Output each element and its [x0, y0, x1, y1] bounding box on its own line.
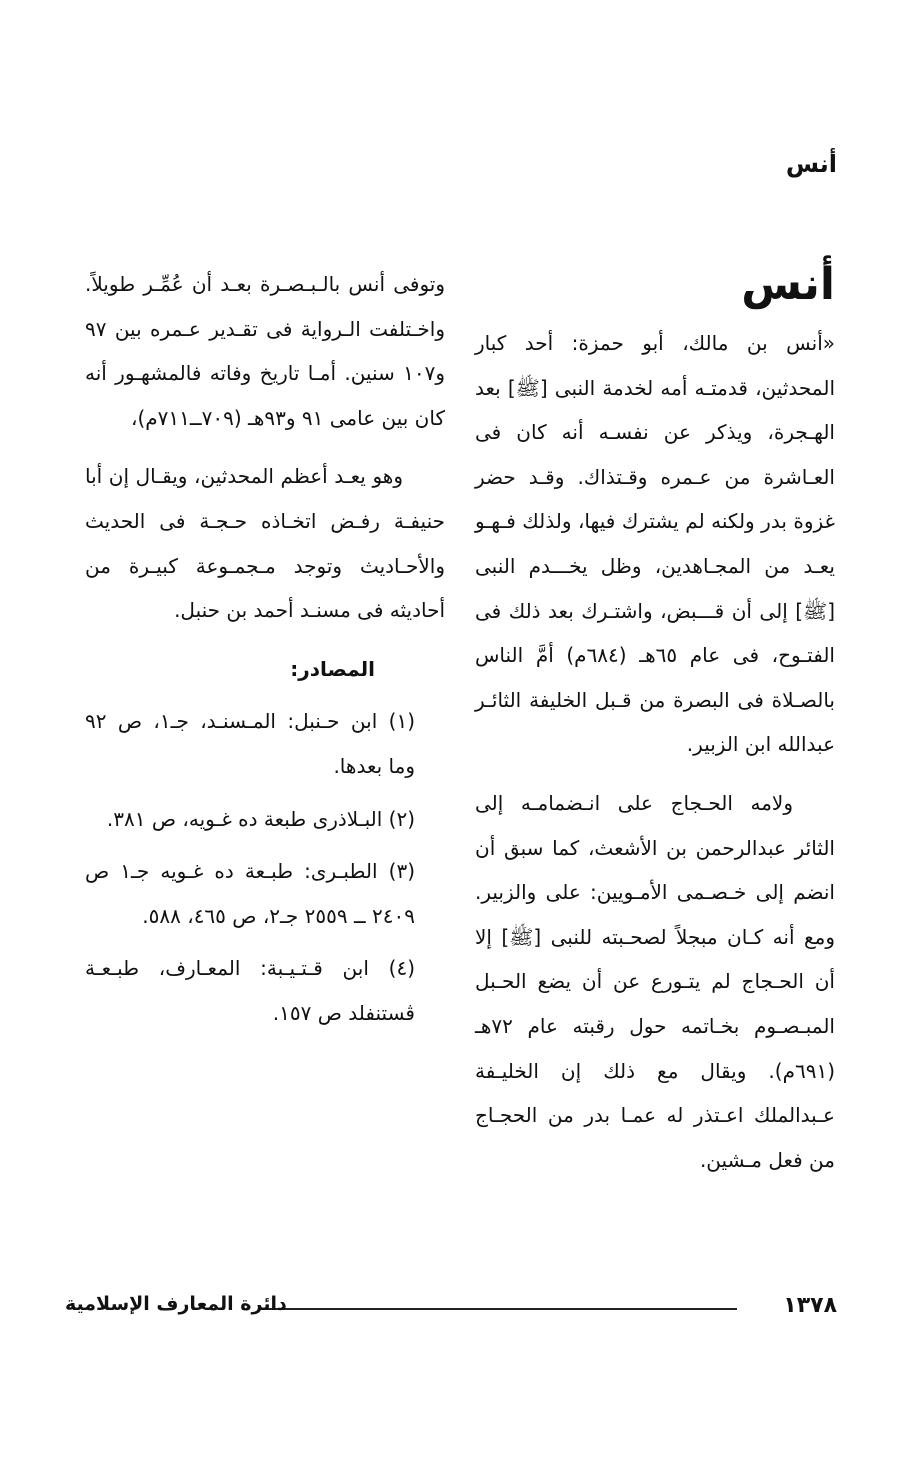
body-paragraph: «أنس بن مالك، أبو حمزة: أحد كبار المحدثين، قدمتـه أمه لخدمة النبى [ﷺ] بعد الهـجرة، ويذكر عن نفسـه أنه كان فى العـاشرة من عـمره وقـتذاك. وقـد حضر غزوة بدر ولكنه لم يشترك فيها، ولذلك فـهـو يعـد من المجـاهدين، وظل يخـــدم النبى [ﷺ] إلى أن قـــبض، واشتـرك بعد ذلك فى الفتـوح، فى عام ٦٥هـ (٦٨٤م) أمَّ الناس بالصـلاة فى البصرة من قـبل الخليفة الثائـر عبدالله ابن الزبير. — [475, 331, 835, 757]
body-paragraph: وتوفى أنس بالـبـصـرة بعـد أن عُمِّـر طويلاً. واخـتلفت الـرواية فى تقـدير عـمره بين ٩٧ و١٠٧ سنين. أمـا تاريخ وفاته فالمشهـور أنه كان بين عامى ٩١ و٩٣هـ (٧٠٩ــ٧١١م)، — [85, 272, 445, 430]
source-item: (١) ابن حـنبل: المـسنـد، جـ١، ص ٩٢ وما بعدها. — [85, 709, 415, 778]
footer-rule — [260, 1308, 737, 1310]
publication-title: دائرة المعارف الإسلامية — [65, 1293, 287, 1315]
page-number: ١٣٧٨ — [783, 1293, 837, 1318]
sources-heading: المصادر: — [290, 656, 375, 681]
entry-title: أنس — [741, 259, 835, 310]
running-head: أنس — [785, 150, 837, 178]
right-column — [475, 255, 835, 1182]
source-item: (٢) البـلاذرى طبعة ده غـويه، ص ٣٨١. — [106, 806, 415, 831]
source-item: (٤) ابن قـتـيـبة: المعـارف، طبـعـة ڤستنفلد ص ١٥٧. — [85, 956, 415, 1025]
body-paragraph: ولامه الحـجاج على انـضمامـه إلى الثائر عبدالرحمن بن الأشعث، كما سبق أن انضم إلى خـصـمى الأمـويين: على والزبير. ومع أنه كـان مبجلاً لصحـبته للنبى [ﷺ] إلا أن الحـجاج لم يتـورع عن أن يضع الحـبل المبـصـوم بخـاتمه حول رقبته عام ٧٢هـ (٦٩١م). ويقال مع ذلك إن الخليـفة عـبدالملك اعـتذر له عمـا بدر من الحجـاج من فعل مـشين. — [475, 790, 835, 1172]
source-item: (٣) الطبـرى: طبـعة ده غـويه جـ١ ص ٢٤٠٩ ــ ٢٥٥٩ جـ٢، ص ٤٦٥، ٥٨٨. — [85, 859, 415, 928]
page-footer — [65, 1293, 837, 1323]
left-column — [85, 262, 445, 1036]
body-paragraph: وهو يعـد أعظم المحدثين، ويقـال إن أبا حنيفـة رفـض اتخـاذه حـجـة فى الحديث والأحـاديث وتوجد مـجمـوعة كبيـرة من أحاديثه فى مسنـد أحمد بن حنبل. — [85, 464, 445, 623]
